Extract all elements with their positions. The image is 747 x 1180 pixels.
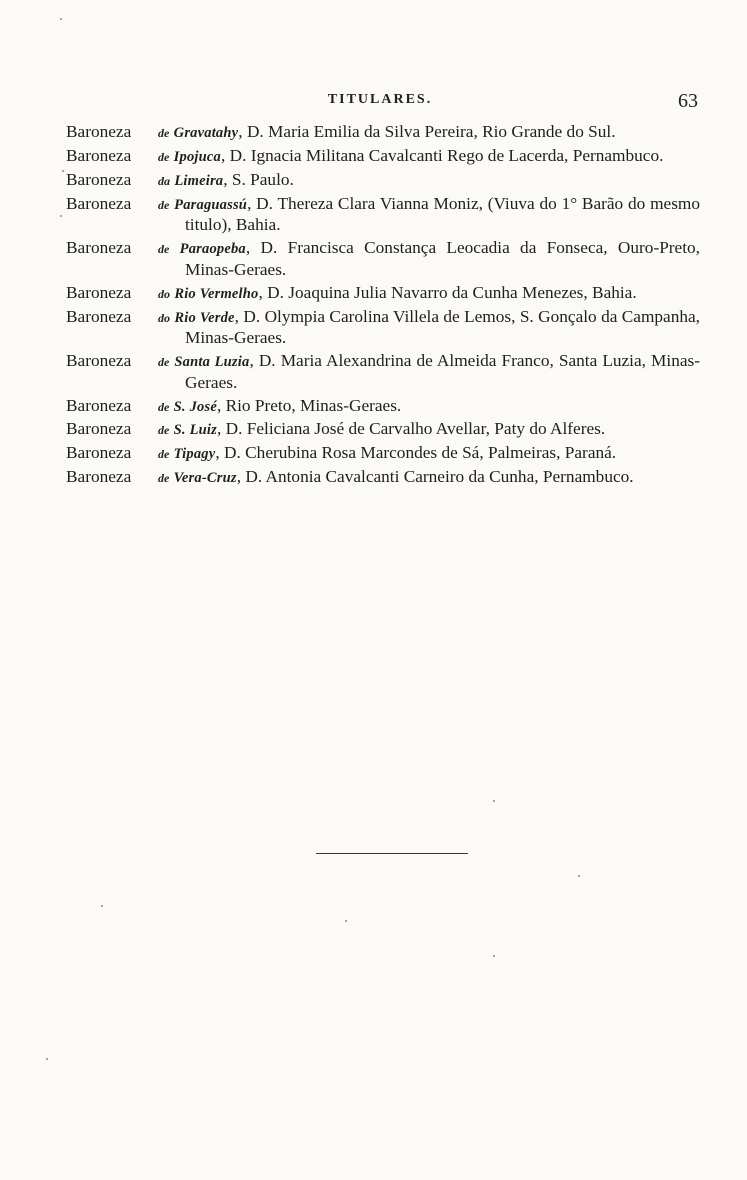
entry-details: , D. Maria Emilia da Silva Pereira, Rio Grande do Sul.	[238, 122, 616, 141]
print-speck	[493, 800, 495, 802]
entry-place: Tipagy	[173, 446, 216, 463]
list-item	[66, 396, 700, 418]
entry-preposition: de	[158, 447, 170, 462]
entry-title: Baroneza	[66, 193, 132, 213]
entry-preposition: de	[158, 399, 170, 414]
entry-place: Rio Vermelho	[174, 285, 259, 302]
page-header	[60, 90, 700, 116]
entry-place: Ipojuca	[173, 148, 221, 165]
entry-details: , D. Francisca Constança Leocadia da Fonseca, Ouro-Preto, Minas-Geraes.	[185, 238, 700, 279]
entry-title: Baroneza	[66, 145, 132, 165]
entry-title: Baroneza	[66, 282, 132, 302]
entry-title: Baroneza	[66, 443, 132, 463]
titles-list	[66, 122, 700, 491]
print-speck	[345, 920, 347, 922]
entry-details: , D. Feliciana José de Carvalho Avellar, Paty do Alferes.	[216, 419, 606, 439]
entry-title: Baroneza	[66, 395, 132, 415]
print-speck	[60, 18, 62, 20]
section-divider	[316, 853, 468, 854]
entry-preposition: de	[158, 242, 170, 257]
entry-preposition: de	[158, 126, 170, 140]
entry-preposition: do	[158, 310, 170, 325]
entry-place: Limeira	[174, 172, 224, 189]
entry-preposition: de	[158, 197, 170, 212]
entry-preposition: de	[158, 355, 170, 370]
print-speck	[46, 1058, 48, 1060]
print-speck	[578, 875, 580, 877]
list-item	[66, 170, 700, 192]
entry-place: Paraopeba	[179, 241, 246, 258]
entry-place: Vera-Cruz	[173, 470, 237, 487]
entry-preposition: da	[158, 173, 170, 188]
entry-details: , D. Maria Alexandrina de Almeida Franco, Santa Luzia, Minas-Geraes.	[185, 351, 700, 392]
entry-place: Rio Verde	[174, 309, 235, 326]
entry-place: Gravatahy	[173, 125, 239, 141]
list-item	[66, 419, 700, 441]
entry-title: Baroneza	[66, 122, 132, 141]
entry-title: Baroneza	[66, 169, 132, 189]
list-item	[66, 238, 700, 280]
entry-title: Baroneza	[66, 238, 132, 258]
entry-preposition: de	[158, 149, 170, 164]
page-number: 63	[678, 90, 698, 112]
print-speck	[493, 955, 495, 957]
list-item	[66, 307, 700, 349]
entry-details: , D. Joaquina Julia Navarro da Cunha Menezes, Bahia.	[258, 282, 637, 302]
entry-title: Baroneza	[66, 306, 132, 326]
entry-details: , S. Paulo.	[223, 169, 294, 189]
entry-preposition: de	[158, 423, 170, 438]
entry-preposition: de	[158, 471, 170, 486]
print-speck	[60, 215, 62, 217]
entry-details: , D. Thereza Clara Vianna Moniz, (Viuva do 1° Barão do mesmo titulo), Bahia.	[185, 193, 700, 235]
entry-details: , Rio Preto, Minas-Geraes.	[216, 395, 402, 415]
running-title: TITULARES.	[327, 92, 433, 107]
entry-title: Baroneza	[66, 467, 132, 487]
list-item	[66, 146, 700, 168]
list-item	[66, 443, 700, 465]
list-item	[66, 194, 700, 236]
entry-details: , D. Antonia Cavalcanti Carneiro da Cunha, Pernambuco.	[236, 467, 634, 487]
list-item	[66, 283, 700, 305]
entry-title: Baroneza	[66, 419, 132, 439]
list-item	[66, 351, 700, 393]
list-item	[66, 122, 700, 144]
entry-place: Paraguassú	[174, 196, 248, 213]
entry-place: S. José	[173, 398, 217, 415]
entry-preposition: do	[158, 286, 170, 301]
entry-place: Santa Luzia	[174, 354, 250, 371]
entry-details: , D. Cherubina Rosa Marcondes de Sá, Palmeiras, Paraná.	[215, 443, 617, 463]
list-item	[66, 467, 700, 489]
entry-title: Baroneza	[66, 351, 132, 371]
print-speck	[62, 170, 64, 172]
print-speck	[101, 905, 103, 907]
entry-details: , D. Ignacia Militana Cavalcanti Rego de Lacerda, Pernambuco.	[220, 145, 664, 165]
entry-place: S. Luiz	[173, 422, 217, 439]
entry-details: , D. Olympia Carolina Villela de Lemos, S. Gonçalo da Campanha, Minas-Geraes.	[185, 306, 700, 348]
